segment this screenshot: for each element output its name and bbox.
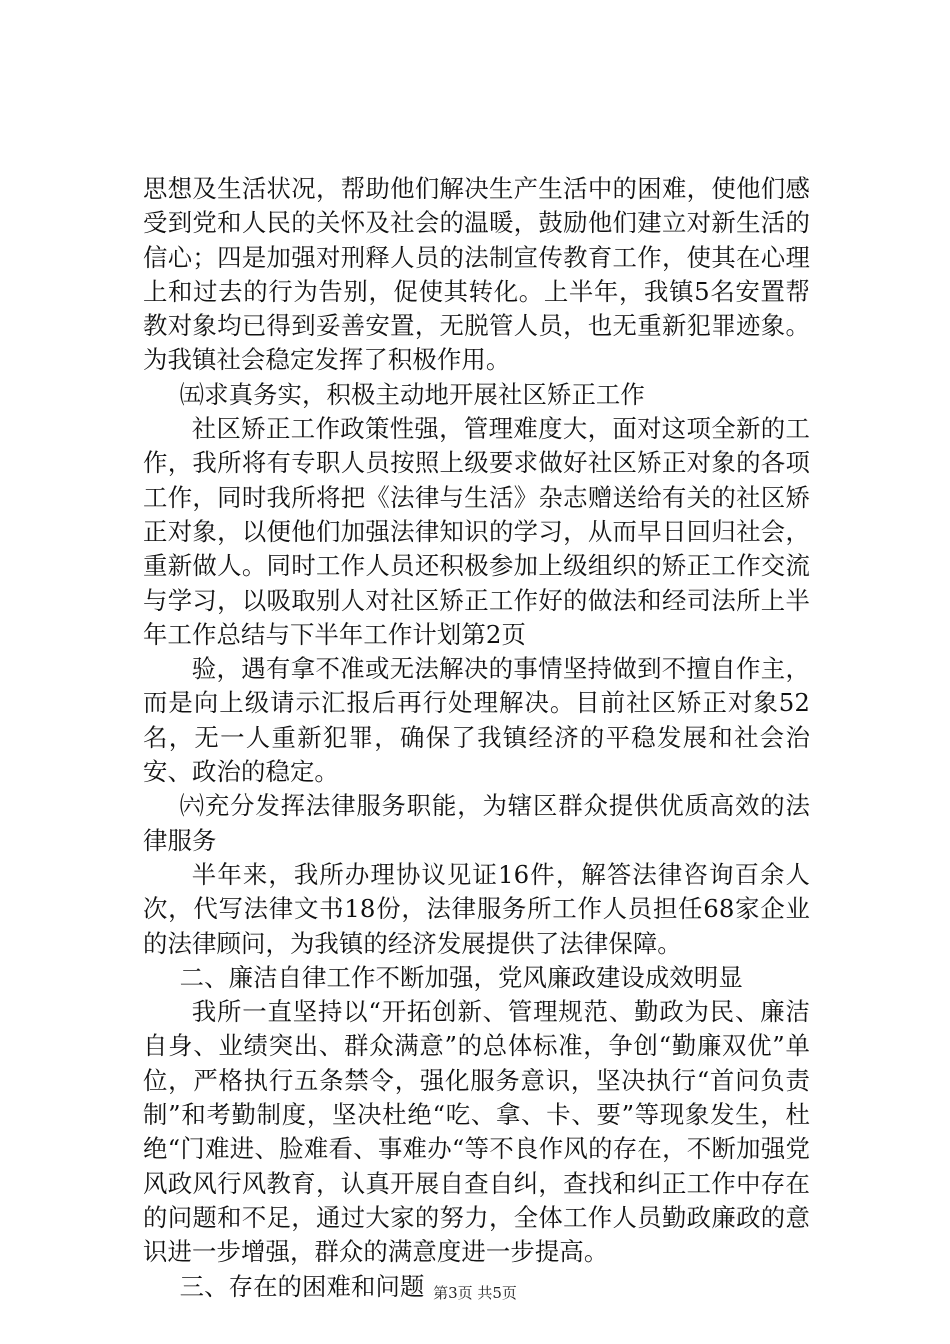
section-heading-integrity: 二、廉洁自律工作不断加强，党风廉政建设成效明显 xyxy=(179,962,743,992)
paragraph-integrity: 我所一直坚持以“开拓创新、管理规范、勤政为民、廉洁自身、业绩突出、群众满意”的总体标准，争创“勤廉双优”单位，严格执行五条禁令，强化服务意识，坚决执行“首问负责制”和考勤制度，坚决杜绝“吃、拿、卡、要”等现象发生，杜绝“门难进、脸难看、事难办“等不良作风的存在，不断加强党风政风行风教育，认真开展自查自纠，查找和纠正工作中存在的问题和不足，通过大家的努力，全体工作人员勤政廉政的意识进一步增强，群众的满意度进一步提高。 xyxy=(143,997,810,1267)
section-heading-6: ㈥充分发挥法律服务职能，为辖区群众提供优质高效的法律服务 xyxy=(143,791,810,855)
paragraph-legal-services: 半年来，我所办理协议见证16件，解答法律咨询百余人次，代写法律文书18份，法律服务所工作人员担任68家企业的法律顾问，为我镇的经济发展提供了法律保障。 xyxy=(143,859,810,958)
paragraph-continuation: 思想及生活状况，帮助他们解决生产生活中的困难，使他们感受到党和人民的关怀及社会的温暖，鼓励他们建立对新生活的信心；四是加强对刑释人员的法制宣传教育工作，使其在心理上和过去的行为告别，促使其转化。上半年，我镇5名安置帮教对象均已得到妥善安置，无脱管人员，也无重新犯罪迹象。为我镇社会稳定发挥了积极作用。 xyxy=(143,174,810,375)
page-footer: 第3页 共5页 xyxy=(433,1284,517,1302)
section-heading-5: ㈤求真务实，积极主动地开展社区矫正工作 xyxy=(179,379,645,409)
paragraph-correction-results: 验，遇有拿不准或无法解决的事情坚持做到不擅自作主，而是向上级请示汇报后再行处理解决。目前社区矫正对象52名，无一人重新犯罪，确保了我镇经济的平稳发展和社会治安、政治的稳定。 xyxy=(143,654,810,787)
document-body xyxy=(143,172,810,1304)
section-heading-problems: 三、存在的困难和问题 xyxy=(179,1271,425,1301)
paragraph-community-correction: 社区矫正工作政策性强，管理难度大，面对这项全新的工作，我所将有专职人员按照上级要求做好社区矫正对象的各项工作，同时我所将把《法律与生活》杂志赠送给有关的社区矫正对象，以便他们加强法律知识的学习，从而早日回归社会，重新做人。同时工作人员还积极参加上级组织的矫正工作交流与学习，以吸取别人对社区矫正工作好的做法和经司法所上半年工作总结与下半年工作计划第2页 xyxy=(143,414,810,649)
